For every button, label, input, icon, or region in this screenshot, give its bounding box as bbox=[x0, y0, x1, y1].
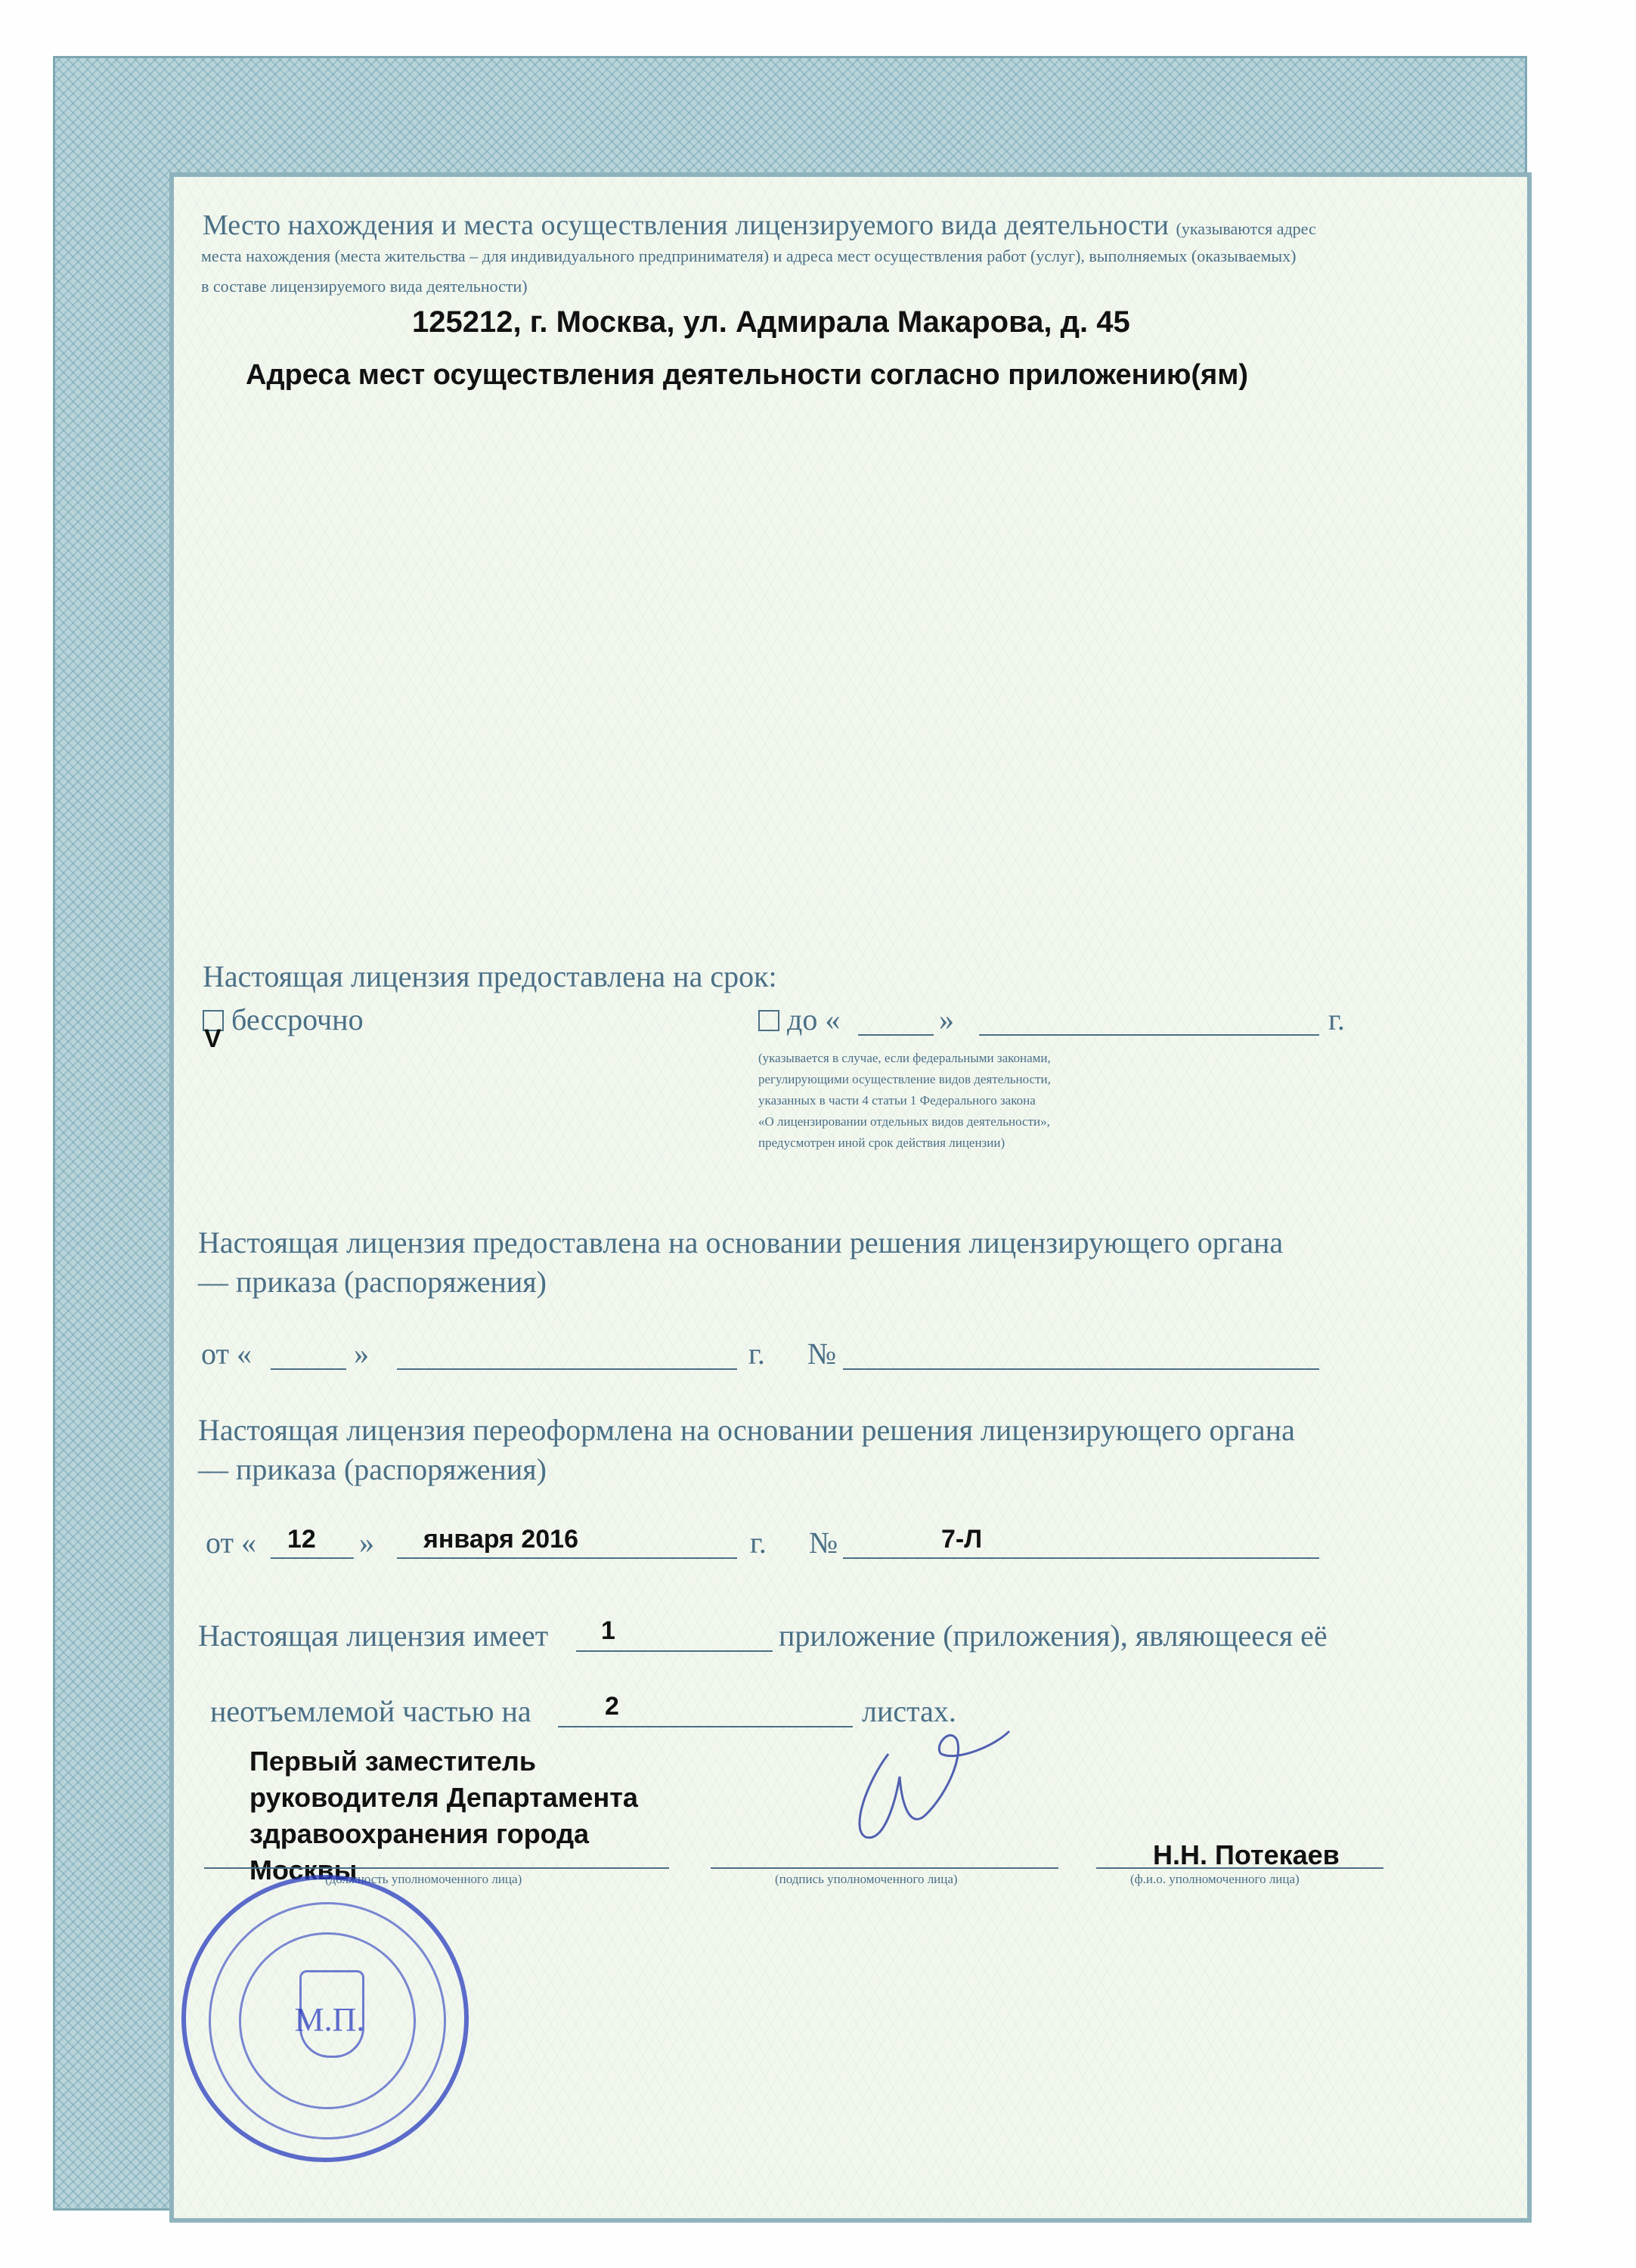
basis-from: от « bbox=[201, 1337, 252, 1371]
name-line bbox=[1096, 1867, 1383, 1869]
reissue-from: от « bbox=[206, 1526, 256, 1560]
term-indefinite bbox=[203, 1002, 364, 1037]
until-day-line bbox=[858, 1034, 934, 1036]
basis-number-line bbox=[843, 1368, 1319, 1370]
header-title-text: Место нахождения и места осуществления лицензируемого вида деятельности bbox=[203, 209, 1170, 241]
until-checkbox[interactable] bbox=[758, 1010, 779, 1031]
until-open: до « bbox=[787, 1002, 841, 1036]
basis-line2: — приказа (распоряжения) bbox=[198, 1265, 547, 1299]
reissue-close: » bbox=[359, 1526, 374, 1560]
position-line-2: руководителя Департамента bbox=[249, 1782, 638, 1813]
reissue-number-line bbox=[843, 1557, 1319, 1559]
appendix-part-prefix: неотъемлемой частью на bbox=[210, 1694, 531, 1728]
signature-caption: (подпись уполномоченного лица) bbox=[775, 1872, 958, 1886]
appendix-part-suffix: листах. bbox=[862, 1694, 956, 1728]
reissue-number: 7-Л bbox=[941, 1525, 983, 1554]
until-close: » bbox=[939, 1002, 954, 1036]
header-title-note: (указываются адрес bbox=[1176, 219, 1316, 238]
position-line-3: здравоохранения города bbox=[249, 1818, 590, 1849]
until-date-line bbox=[979, 1034, 1319, 1036]
appendix-prefix: Настоящая лицензия имеет bbox=[198, 1619, 549, 1653]
reissue-date: января 2016 bbox=[423, 1525, 578, 1554]
indefinite-mark: V bbox=[204, 1024, 222, 1053]
position-caption: (должность уполномоченного лица) bbox=[325, 1872, 522, 1886]
stamp-mp: М.П. bbox=[294, 2001, 365, 2038]
term-note-4: «О лицензировании отдельных видов деятельности», bbox=[758, 1114, 1050, 1129]
signature-line bbox=[711, 1867, 1058, 1869]
reissue-line2: — приказа (распоряжения) bbox=[198, 1452, 547, 1486]
reissue-date-line bbox=[397, 1557, 737, 1559]
address: 125212, г. Москва, ул. Адмирала Макарова, д. 45 bbox=[412, 305, 1130, 339]
basis-close: » bbox=[354, 1337, 369, 1371]
reissue-num: № bbox=[809, 1526, 838, 1560]
header-line2: места нахождения (места жительства – для индивидуального предпринимателя) и адреса мест осуществления работ (услуг), выполняемых (оказываемых) bbox=[201, 246, 1297, 265]
basis-date-line bbox=[397, 1368, 737, 1370]
term-note-5: предусмотрен иной срок действия лицензии) bbox=[758, 1136, 1005, 1150]
indefinite-label: бессрочно bbox=[231, 1002, 364, 1036]
appendix-count: 1 bbox=[601, 1616, 615, 1645]
basis-day-line bbox=[271, 1368, 346, 1370]
reissue-day: 12 bbox=[287, 1525, 316, 1554]
position-line-4: Москвы bbox=[249, 1854, 358, 1885]
appendix-count-line bbox=[576, 1650, 773, 1652]
name-caption: (ф.и.о. уполномоченного лица) bbox=[1130, 1872, 1300, 1886]
header-title bbox=[203, 209, 1316, 242]
term-until bbox=[758, 1002, 840, 1037]
address-note: Адреса мест осуществления деятельности согласно приложению(ям) bbox=[246, 359, 1248, 391]
signature-image bbox=[843, 1724, 1017, 1860]
official-stamp bbox=[181, 1875, 469, 2162]
term-note-2: регулирующими осуществление видов деятельности, bbox=[758, 1072, 1051, 1086]
appendix-sheets-line bbox=[558, 1726, 853, 1727]
basis-num: № bbox=[807, 1337, 837, 1371]
appendix-suffix: приложение (приложения), являющееся её bbox=[779, 1619, 1328, 1653]
basis-line1: Настоящая лицензия предоставлена на основании решения лицензирующего органа bbox=[198, 1225, 1284, 1259]
appendix-sheets: 2 bbox=[605, 1692, 619, 1721]
term-note-3: указанных в части 4 статьи 1 Федерального закона bbox=[758, 1093, 1036, 1108]
reissue-day-line bbox=[271, 1557, 354, 1559]
position-line-1: Первый заместитель bbox=[249, 1746, 536, 1777]
reissue-year: г. bbox=[750, 1526, 767, 1560]
term-heading: Настоящая лицензия предоставлена на срок: bbox=[203, 959, 777, 993]
basis-year: г. bbox=[748, 1337, 765, 1371]
until-year: г. bbox=[1328, 1002, 1345, 1036]
term-note-1: (указывается в случае, если федеральными законами, bbox=[758, 1051, 1051, 1065]
header-line3: в составе лицензируемого вида деятельности) bbox=[201, 277, 528, 296]
position-line bbox=[204, 1867, 669, 1869]
reissue-line1: Настоящая лицензия переоформлена на основании решения лицензирующего органа bbox=[198, 1413, 1295, 1447]
signatory-name: Н.Н. Потекаев bbox=[1153, 1839, 1340, 1870]
